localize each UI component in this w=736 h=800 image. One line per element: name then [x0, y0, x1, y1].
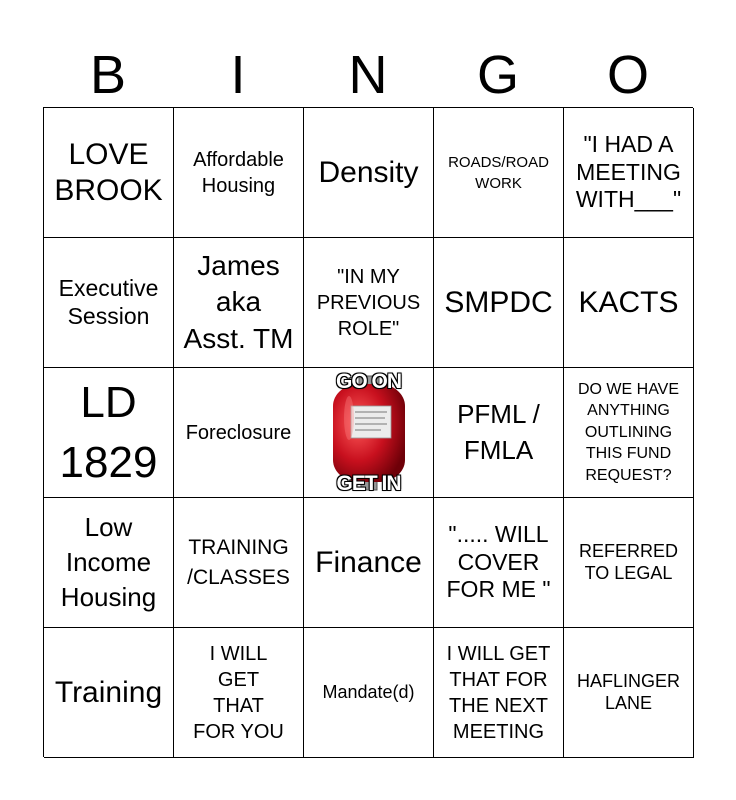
header-letter-n: N — [348, 45, 388, 105]
bingo-cell[interactable] — [564, 498, 694, 628]
bingo-cell[interactable] — [44, 238, 174, 368]
bingo-board — [43, 107, 693, 757]
header-letter-i: I — [230, 45, 246, 105]
cell-text: LOVE BROOK — [54, 137, 163, 207]
cell-text: Training — [54, 675, 163, 709]
cell-text: TRAINING /CLASSES — [187, 536, 290, 589]
header-letter-g: G — [476, 45, 519, 105]
bingo-cell[interactable] — [174, 368, 304, 498]
cell-text: HAFLINGER LANE — [576, 670, 681, 713]
bingo-cell[interactable] — [434, 628, 564, 758]
cell-text: I WILL GET THAT FOR YOU — [193, 642, 284, 743]
bingo-cell[interactable] — [304, 108, 434, 238]
cell-text: I WILL GET THAT FOR THE NEXT MEETING — [446, 642, 551, 743]
bingo-cell[interactable] — [304, 498, 434, 628]
bingo-cell[interactable] — [564, 108, 694, 238]
bingo-cell[interactable] — [174, 108, 304, 238]
cell-text: Affordable Housing — [193, 148, 284, 197]
bingo-cell[interactable] — [44, 498, 174, 628]
cell-text: "..... WILL COVER FOR ME " — [446, 521, 551, 603]
bingo-cell[interactable] — [434, 368, 564, 498]
bingo-cell[interactable] — [44, 368, 174, 498]
bingo-cell[interactable] — [564, 628, 694, 758]
bingo-cell[interactable] — [564, 238, 694, 368]
cell-text: "IN MY PREVIOUS ROLE" — [316, 265, 421, 340]
cell-text: Finance — [315, 545, 422, 579]
bingo-cell[interactable] — [174, 238, 304, 368]
cell-text: Executive Session — [58, 274, 159, 329]
free-space-meme — [319, 370, 419, 496]
cell-text: ROADS/ROAD WORK — [448, 153, 549, 192]
cell-text: REFERRED TO LEGAL — [578, 540, 678, 583]
meme-caption-top: GO ON — [335, 369, 401, 393]
free-space-cell[interactable] — [304, 368, 434, 498]
bingo-cell[interactable] — [434, 108, 564, 238]
bingo-cell[interactable] — [44, 628, 174, 758]
cell-text: DO WE HAVE ANYTHING OUTLINING THIS FUND REQUEST? — [577, 380, 680, 484]
cell-text: KACTS — [578, 285, 679, 319]
header-letter-b: B — [89, 45, 127, 105]
bingo-cell[interactable] — [564, 368, 694, 498]
meme-caption-bottom: GET IN — [336, 471, 401, 495]
cell-text: James aka Asst. TM — [183, 249, 294, 354]
cell-text: Density — [318, 155, 419, 189]
bingo-cell[interactable] — [304, 628, 434, 758]
cell-text: SMPDC — [444, 285, 553, 319]
cell-text: Foreclosure — [185, 421, 292, 444]
cell-text: PFML / FMLA — [457, 399, 540, 465]
bingo-header — [43, 44, 693, 106]
cell-text: Low Income Housing — [60, 511, 157, 613]
bingo-cell[interactable] — [434, 498, 564, 628]
cell-text: LD 1829 — [59, 378, 158, 487]
bingo-cell[interactable] — [44, 108, 174, 238]
bingo-cell[interactable] — [174, 498, 304, 628]
cell-text: Mandate(d) — [322, 681, 415, 702]
bingo-cell[interactable] — [434, 238, 564, 368]
bingo-cell[interactable] — [304, 238, 434, 368]
header-letter-o: O — [606, 45, 649, 105]
bingo-cell[interactable] — [174, 628, 304, 758]
cell-text: "I HAD A MEETING WITH___" — [575, 131, 682, 213]
